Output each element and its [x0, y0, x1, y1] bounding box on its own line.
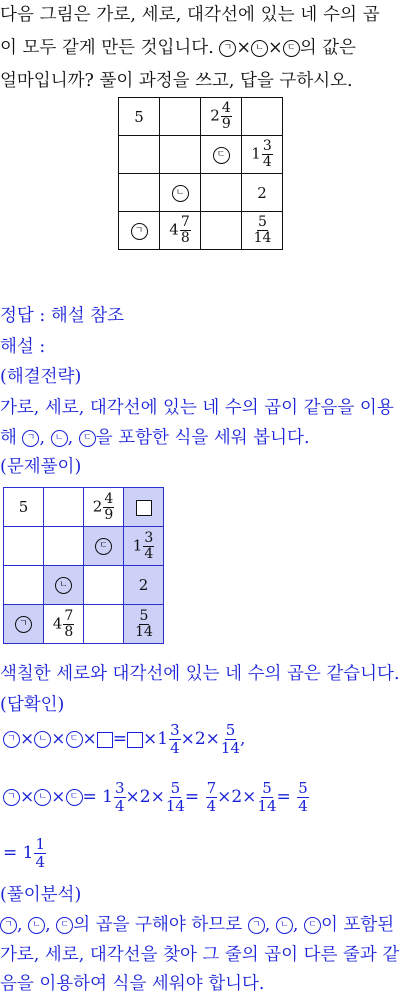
- cell: [242, 98, 283, 136]
- cell: $\frac{5}{14}$: [242, 212, 283, 250]
- cell: [44, 527, 84, 566]
- cell: [160, 136, 201, 174]
- analysis-line-1: ㄱ , ㄴ , ㄷ 의 곱을 구해야 하므로 ㄱ , ㄴ , ㄷ 이 포함된: [0, 914, 400, 936]
- equation-1: ㄱ × ㄴ × ㄷ × = ×1 $\frac{3}{4}$ ×2× $\frac{5}{14}$ ,: [3, 722, 245, 757]
- box-symbol: [136, 500, 152, 516]
- cell-highlighted: $\frac{5}{14}$: [124, 605, 164, 644]
- cell-highlighted: ㄴ: [44, 566, 84, 605]
- magic-square-grid: [118, 97, 283, 250]
- cell: 1 $\frac{3}{4}$: [242, 136, 283, 174]
- cell-highlighted: 1 $\frac{3}{4}$: [124, 527, 164, 566]
- cell: [119, 136, 160, 174]
- cell: ㄴ: [160, 174, 201, 212]
- explain-label: 해설 :: [0, 337, 46, 357]
- cell: [160, 98, 201, 136]
- cell: [84, 566, 124, 605]
- symbol-c: ㄷ: [283, 40, 300, 57]
- analysis-line-2: 가로, 세로, 대각선을 찾아 그 줄의 곱이 다른 줄과 같: [0, 945, 400, 965]
- cell: 2: [242, 174, 283, 212]
- strategy-heading: (해결전략): [0, 367, 82, 387]
- analysis-line-3: 음을 이용하여 식을 세워야 합니다.: [0, 974, 265, 994]
- cell-highlighted: 2: [124, 566, 164, 605]
- cell: ㄱ: [119, 212, 160, 250]
- question-line-3: 얼마입니까? 풀이 과정을 쓰고, 답을 구하시오.: [0, 71, 353, 91]
- symbol-a: ㄱ: [219, 40, 236, 57]
- answer-label: 정답 : 해설 참조: [0, 306, 125, 326]
- analysis-heading: (풀이분석): [0, 885, 82, 905]
- question: [0, 4, 400, 103]
- cell: 5: [119, 98, 160, 136]
- question-line-1: 다음 그림은 가로, 세로, 대각선에 있는 네 수의 곱: [0, 5, 380, 25]
- cell: 2 $\frac{4}{9}$: [84, 488, 124, 527]
- cell: ㄷ: [201, 136, 242, 174]
- cell: [4, 566, 44, 605]
- check-heading: (답확인): [0, 695, 65, 715]
- cell: [44, 488, 84, 527]
- solution-grid: [3, 487, 164, 644]
- cell: [201, 174, 242, 212]
- cell-highlighted: ㄷ: [84, 527, 124, 566]
- cell: [4, 527, 44, 566]
- solution-heading: (문제풀이): [0, 457, 82, 477]
- cell: 2 $\frac{4}{9}$: [201, 98, 242, 136]
- cell: [119, 174, 160, 212]
- symbol-b: ㄴ: [251, 40, 268, 57]
- cell-highlighted: ㄱ: [4, 605, 44, 644]
- equation-2: ㄱ × ㄴ × ㄷ = 1 $\frac{3}{4}$ ×2× $\frac{5}{14}$ = $\frac{7}{4}$ ×2× $\frac{5}{14}$ = $\frac{5}{4}$: [3, 780, 309, 815]
- cell: [84, 605, 124, 644]
- strategy-line-1: 가로, 세로, 대각선에 있는 네 수의 곱이 같음을 이용: [0, 398, 394, 418]
- cell: 4 $\frac{7}{8}$: [160, 212, 201, 250]
- question-line-2: 이 모두 같게 만든 것입니다. ㄱ × ㄴ × ㄷ 의 값은: [0, 38, 356, 58]
- strategy-line-2: 해 ㄱ , ㄴ , ㄷ 을 포함한 식을 세워 봅니다.: [0, 428, 310, 448]
- cell: 4 $\frac{7}{8}$: [44, 605, 84, 644]
- cell: [201, 212, 242, 250]
- cell: 5: [4, 488, 44, 527]
- solution-caption: 색칠한 세로와 대각선에 있는 네 수의 곱은 같습니다.: [0, 664, 400, 684]
- equation-result: = 1 $\frac{1}{4}$: [3, 835, 46, 871]
- cell-highlighted: [124, 488, 164, 527]
